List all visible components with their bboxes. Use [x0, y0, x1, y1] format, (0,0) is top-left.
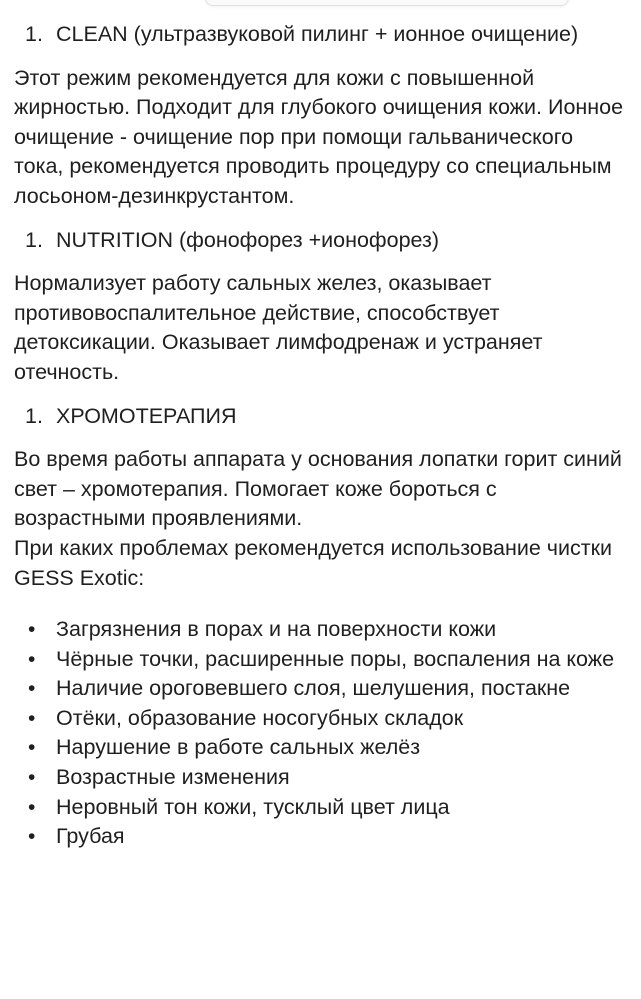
bullet-icon: • [28, 647, 36, 671]
bullet-icon: • [28, 825, 36, 849]
bullet-icon: • [28, 706, 36, 730]
problems-intro: При каких проблемах рекомендуется использование чистки GESS Exotic: [14, 535, 613, 590]
list-item: • Возрастные изменения [28, 763, 626, 793]
heading-clean: CLEAN (ультразвуковой пилинг + ионное очищение) [56, 22, 579, 46]
list-number: 1. [25, 22, 43, 46]
paragraph-nutrition: Нормализует работу сальных желез, оказывает противовоспалительное действие, способствует детоксикации. Оказывает лимфодренаж и устраняет отечность. [14, 271, 543, 384]
heading-chromotherapy: ХРОМОТЕРАПИЯ [56, 403, 237, 428]
bullet-icon: • [28, 795, 36, 819]
list-number: 1. [25, 227, 43, 252]
bullet-icon: • [28, 618, 36, 642]
heading-nutrition: NUTRITION (фонофорез +ионофорез) [56, 227, 440, 252]
numbered-heading-chromotherapy [25, 402, 626, 432]
list-item: • Наличие ороговевшего слоя, шелушения, постакне [28, 674, 626, 704]
list-item: • Нарушение в работе сальных желёз [28, 733, 626, 763]
list-item: • Грубая [28, 822, 626, 852]
bullet-icon: • [28, 766, 36, 790]
bullet-icon: • [28, 736, 36, 760]
numbered-heading-clean [25, 20, 626, 50]
paragraph-clean: Этот режим рекомендуется для кожи с повышенной жирностью. Подходит для глубокого очищения кожи. Ионное очищение - очищение пор при помощи гальванического тока, рекомендуется проводить процедуру со специальным лосьоном-дезинкрустантом. [14, 65, 624, 208]
numbered-heading-nutrition [25, 226, 626, 256]
top-bar-remnant [205, 0, 569, 6]
bullet-icon: • [28, 677, 36, 701]
article-content [14, 20, 626, 852]
list-item: • Чёрные точки, расширенные поры, воспаления на коже [28, 645, 626, 675]
list-number: 1. [25, 403, 43, 428]
list-item: • Отёки, образование носогубных складок [28, 704, 626, 734]
list-item: • Неровный тон кожи, тусклый цвет лица [28, 793, 626, 823]
paragraph-chromotherapy: Во время работы аппарата у основания лопатки горит синий свет – хромотерапия. Помогает коже бороться с возрастными проявлениями. [14, 447, 622, 531]
problems-list [14, 615, 626, 852]
list-item: • Загрязнения в порах и на поверхности кожи [28, 615, 626, 645]
